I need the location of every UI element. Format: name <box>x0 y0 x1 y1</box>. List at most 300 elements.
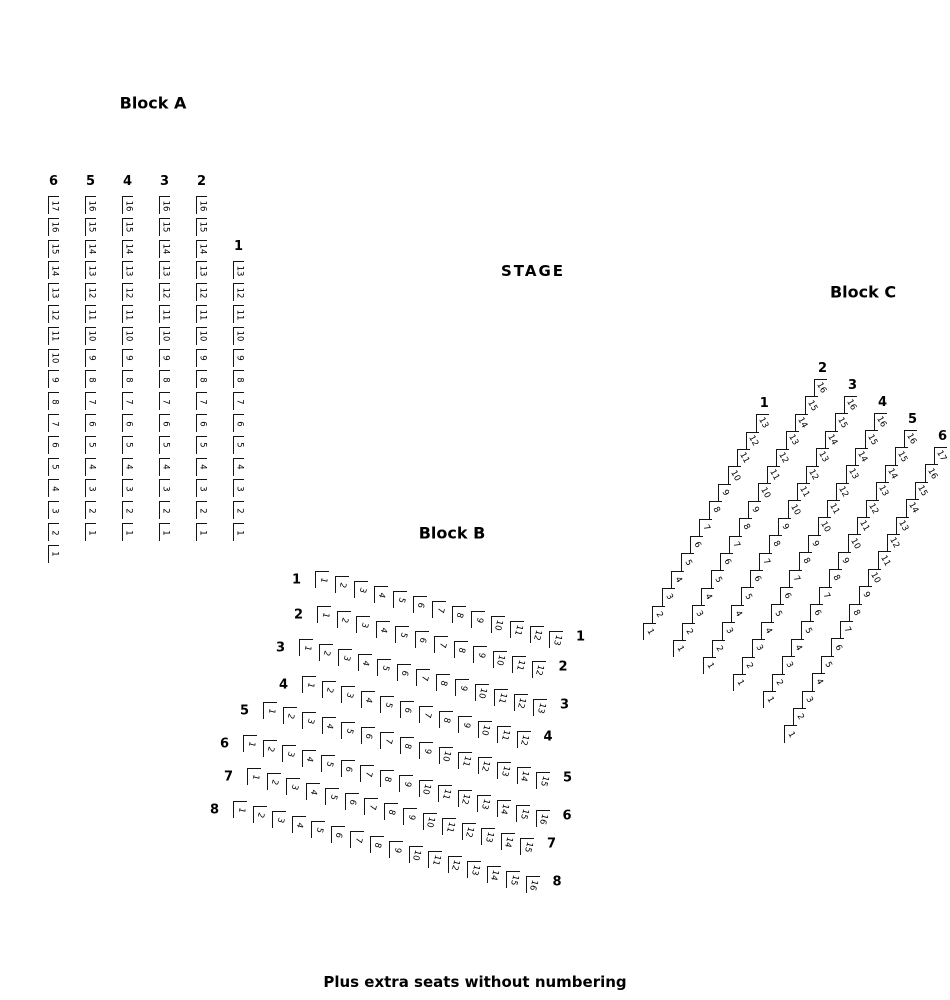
seat-number: 5 <box>86 442 97 449</box>
seat-number: 1 <box>160 529 171 536</box>
seat-number: 6 <box>414 601 426 609</box>
block-c-seat-2 <box>712 640 725 657</box>
block-b-seat-1 <box>247 768 261 785</box>
block-b-seat-14 <box>497 800 511 817</box>
seat-number: 8 <box>710 505 722 516</box>
seat-number: 7 <box>49 420 60 427</box>
seat-number: 13 <box>482 830 495 844</box>
block-c-seat-6 <box>810 604 823 621</box>
seat-number: 4 <box>197 464 208 470</box>
block-b-seat-2 <box>337 611 351 628</box>
seat-number: 4 <box>362 696 374 704</box>
block-a-seat-8 <box>48 392 59 410</box>
seat-number: 5 <box>49 464 60 470</box>
block-a-seat-15 <box>122 218 133 236</box>
seat-number: 13 <box>234 265 245 277</box>
seat-number: 2 <box>123 507 134 514</box>
seat-number: 16 <box>924 466 939 481</box>
seat-number: 12 <box>463 825 476 839</box>
seat-number: 16 <box>197 200 208 211</box>
block-a-seat-11 <box>196 305 207 323</box>
block-b-seat-1 <box>233 801 247 818</box>
block-a-seat-6 <box>159 414 170 432</box>
block-b-seat-9 <box>471 611 485 628</box>
seat-number: 4 <box>234 464 245 470</box>
block-c-seat-3 <box>692 605 705 622</box>
block-c-seat-13 <box>846 465 859 482</box>
seat-number: 3 <box>284 750 296 758</box>
block-b-row-label-left-8: 8 <box>209 802 219 818</box>
seat-number: 6 <box>86 420 97 427</box>
block-b-seat-2 <box>263 740 277 757</box>
block-c-seat-10 <box>728 466 741 483</box>
seat-number: 13 <box>756 416 770 431</box>
block-b-seat-13 <box>533 699 547 716</box>
seat-number: 6 <box>416 636 428 644</box>
block-a-column-header-2: 2 <box>196 174 207 189</box>
block-a-seat-12 <box>85 283 96 301</box>
seat-number: 8 <box>830 573 842 584</box>
seat-number: 3 <box>160 486 171 492</box>
seat-number: 3 <box>803 694 816 705</box>
seat-number: 8 <box>49 398 60 405</box>
seat-number: 10 <box>757 485 772 500</box>
block-c-seat-13 <box>816 448 829 465</box>
seat-number: 12 <box>836 484 851 499</box>
block-a-seat-11 <box>233 305 244 323</box>
seat-number: 6 <box>691 540 703 550</box>
seat-number: 8 <box>453 611 465 619</box>
block-c-seat-17 <box>934 447 947 464</box>
seat-number: 1 <box>319 611 331 619</box>
block-b-seat-8 <box>439 711 453 728</box>
block-b-seat-2 <box>335 576 349 593</box>
block-c-seat-14 <box>855 448 868 465</box>
seat-number: 11 <box>511 623 524 637</box>
seat-number: 16 <box>527 878 540 892</box>
block-a-seat-5 <box>233 436 244 454</box>
seat-number: 14 <box>498 802 511 816</box>
seat-number: 13 <box>478 797 491 811</box>
block-a-seat-10 <box>85 327 96 345</box>
seat-number: 11 <box>495 691 508 705</box>
block-c-column-header-2: 2 <box>817 361 828 376</box>
block-c-seat-1 <box>703 657 716 674</box>
block-b-seat-15 <box>506 871 520 888</box>
block-b-seat-12 <box>478 757 492 774</box>
seat-number: 10 <box>410 848 423 862</box>
block-b-seat-8 <box>452 606 466 623</box>
block-c-seat-11 <box>797 483 810 500</box>
block-a-seat-17 <box>48 196 59 214</box>
block-a-seat-5 <box>85 436 96 454</box>
block-a-seat-16 <box>48 218 59 236</box>
seat-number: 4 <box>672 575 685 585</box>
seat-number: 7 <box>436 641 448 649</box>
block-b-title: Block B <box>418 523 486 543</box>
seat-number: 15 <box>86 221 97 233</box>
block-a-seat-4 <box>48 479 59 497</box>
block-c-seat-1 <box>673 640 686 657</box>
block-c-seat-6 <box>780 587 793 604</box>
seat-number: 11 <box>459 754 472 768</box>
seat-number: 7 <box>700 522 713 533</box>
seat-number: 4 <box>702 592 715 602</box>
block-b-seat-11 <box>512 656 526 673</box>
block-b-row-label-left-4: 4 <box>278 677 288 693</box>
seat-number: 1 <box>644 627 656 637</box>
seat-number: 10 <box>49 352 60 364</box>
seat-number: 1 <box>49 551 60 558</box>
seat-number: 11 <box>197 309 208 320</box>
seat-number: 12 <box>531 628 544 642</box>
seat-number: 11 <box>877 553 892 568</box>
seat-number: 7 <box>123 398 134 405</box>
block-b-seat-5 <box>395 626 409 643</box>
block-c-seat-13 <box>896 517 909 534</box>
block-c-seat-7 <box>699 519 712 536</box>
block-b-seat-1 <box>299 639 313 656</box>
seat-number: 9 <box>860 590 872 601</box>
seat-number: 5 <box>323 760 335 768</box>
block-b-seat-5 <box>321 755 335 772</box>
seat-number: 9 <box>234 355 245 361</box>
seat-number: 10 <box>727 468 742 483</box>
seat-number: 1 <box>674 644 686 654</box>
seat-number: 13 <box>816 450 830 465</box>
seat-number: 3 <box>86 486 97 492</box>
seat-number: 9 <box>719 488 732 498</box>
block-a-seat-1 <box>48 545 59 563</box>
seat-number: 16 <box>904 431 919 447</box>
block-c-seat-8 <box>769 535 782 552</box>
seat-number: 16 <box>123 200 134 211</box>
block-a-seat-11 <box>159 305 170 323</box>
block-b-seat-10 <box>419 780 433 797</box>
seat-number: 13 <box>534 701 547 715</box>
block-a-seat-4 <box>196 458 207 476</box>
seat-number: 15 <box>537 774 550 788</box>
block-c-seat-10 <box>868 569 881 586</box>
block-b-seat-4 <box>302 750 316 767</box>
block-b-seat-10 <box>439 747 453 764</box>
block-a-seat-13 <box>85 261 96 279</box>
seat-number: 8 <box>740 522 752 533</box>
seat-number: 5 <box>397 631 409 639</box>
seat-number: 3 <box>356 586 368 594</box>
block-b-seat-7 <box>364 798 378 815</box>
block-b-seat-6 <box>413 596 427 613</box>
seat-number: 4 <box>377 626 389 634</box>
seat-number: 12 <box>123 287 134 299</box>
block-c-seat-5 <box>821 656 834 673</box>
seat-number: 6 <box>342 765 354 773</box>
block-a-seat-7 <box>233 392 244 410</box>
block-b-seat-9 <box>403 808 417 825</box>
seat-number: 9 <box>749 505 762 515</box>
seat-number: 10 <box>868 570 883 586</box>
block-b-row-label-left-6: 6 <box>219 736 229 752</box>
seat-number: 2 <box>254 811 266 819</box>
block-c-seat-10 <box>758 483 771 500</box>
seat-number: 15 <box>160 221 171 233</box>
block-c-seat-9 <box>778 518 791 535</box>
block-a-seat-13 <box>159 261 170 279</box>
seat-number: 11 <box>429 853 442 867</box>
seat-number: 6 <box>49 442 60 449</box>
seat-number: 7 <box>760 556 773 567</box>
block-b-seat-8 <box>380 770 394 787</box>
seat-number: 13 <box>550 633 563 647</box>
seat-number: 3 <box>123 486 134 492</box>
block-a-seat-13 <box>48 283 59 301</box>
seat-number: 15 <box>517 807 530 821</box>
block-c-seat-10 <box>818 517 831 534</box>
block-b-seat-6 <box>331 826 345 843</box>
block-c-seat-5 <box>771 604 784 621</box>
seat-number: 7 <box>820 590 833 601</box>
seat-number: 16 <box>160 200 171 211</box>
seat-number: 12 <box>776 450 791 465</box>
seat-number: 11 <box>857 518 872 534</box>
seat-number: 9 <box>49 377 60 383</box>
seat-number: 16 <box>49 221 60 233</box>
block-c-seat-15 <box>805 396 818 413</box>
seat-number: 2 <box>773 677 786 688</box>
block-c-seat-16 <box>814 379 827 396</box>
block-c-seat-5 <box>801 621 814 638</box>
block-a-seat-8 <box>122 370 133 388</box>
seat-number: 6 <box>160 420 171 427</box>
seat-number: 9 <box>421 747 433 755</box>
block-a-column-header-3: 3 <box>159 174 170 189</box>
seat-number: 12 <box>887 535 902 551</box>
seat-number: 12 <box>449 858 462 872</box>
block-a-seat-15 <box>159 218 170 236</box>
seat-number: 9 <box>401 780 413 788</box>
block-a-seat-2 <box>233 501 244 519</box>
block-a-seat-12 <box>122 283 133 301</box>
seat-number: 9 <box>779 522 792 532</box>
block-b-seat-3 <box>341 686 355 703</box>
block-a-seat-9 <box>159 349 170 367</box>
block-a-seat-9 <box>122 349 133 367</box>
seat-number: 7 <box>362 770 374 778</box>
block-a-seat-8 <box>159 370 170 388</box>
seat-number: 5 <box>160 442 171 449</box>
seat-number: 6 <box>751 574 763 584</box>
block-c-seat-11 <box>857 517 870 534</box>
block-c-seat-4 <box>812 673 825 690</box>
block-a-seat-5 <box>48 458 59 476</box>
block-c-seat-5 <box>681 553 694 570</box>
seat-number: 5 <box>343 727 355 735</box>
block-c-seat-16 <box>925 464 938 481</box>
seat-number: 10 <box>847 536 862 551</box>
block-b-seat-7 <box>434 636 448 653</box>
seat-number: 12 <box>49 309 60 320</box>
seat-number: 7 <box>197 398 208 405</box>
seat-number: 13 <box>86 265 97 277</box>
seat-number: 10 <box>234 330 245 342</box>
seat-number: 4 <box>762 626 775 636</box>
block-b-seat-12 <box>530 626 544 643</box>
block-c-seat-14 <box>825 431 838 448</box>
block-a-seat-9 <box>48 370 59 388</box>
block-c-seat-15 <box>835 413 848 430</box>
seat-number: 5 <box>197 442 208 449</box>
seat-number: 1 <box>197 529 208 536</box>
seat-number: 7 <box>382 737 394 745</box>
seat-number: 13 <box>846 467 860 482</box>
block-c-seat-4 <box>671 571 684 588</box>
block-a-seat-9 <box>233 349 244 367</box>
seat-number: 2 <box>320 649 332 657</box>
block-c-seat-15 <box>865 430 878 447</box>
block-b-seat-12 <box>517 731 531 748</box>
block-b-seat-13 <box>481 828 495 845</box>
seat-number: 2 <box>653 609 666 620</box>
seat-number: 1 <box>317 576 329 584</box>
seat-number: 1 <box>245 740 257 748</box>
block-c-seat-15 <box>895 447 908 464</box>
block-a-seat-1 <box>196 523 207 541</box>
block-b-seat-14 <box>517 767 531 784</box>
seat-number: 4 <box>375 591 387 599</box>
block-b-seat-2 <box>322 681 336 698</box>
block-c-seat-16 <box>904 430 917 447</box>
block-a-seat-13 <box>122 261 133 279</box>
seat-number: 9 <box>160 355 171 361</box>
block-b-seat-4 <box>292 816 306 833</box>
seat-number: 10 <box>160 330 171 342</box>
seat-number: 12 <box>515 696 528 710</box>
block-a-column-header-1: 1 <box>233 239 244 255</box>
block-c-seat-10 <box>788 500 801 517</box>
seat-number: 12 <box>197 287 208 299</box>
block-a-seat-9 <box>85 349 96 367</box>
seat-number: 9 <box>475 651 487 659</box>
block-b-seat-7 <box>360 765 374 782</box>
block-c-seat-8 <box>709 501 722 518</box>
seat-number: 15 <box>49 243 60 255</box>
seat-number: 14 <box>825 432 840 448</box>
seat-number: 6 <box>332 831 344 839</box>
seat-number: 3 <box>753 643 765 654</box>
seat-number: 8 <box>234 377 245 383</box>
block-b-seat-7 <box>350 831 364 848</box>
seat-number: 12 <box>866 501 881 516</box>
seat-number: 10 <box>479 723 492 737</box>
extra-seats-caption: Plus extra seats without numbering <box>323 973 627 991</box>
block-b-seat-1 <box>317 606 331 623</box>
seat-number: 8 <box>850 607 863 618</box>
seat-number: 13 <box>786 433 800 448</box>
seat-number: 6 <box>721 557 733 567</box>
block-c-seat-14 <box>906 499 919 516</box>
block-a-seat-12 <box>233 283 244 301</box>
block-a-seat-3 <box>159 479 170 497</box>
block-b-seat-4 <box>361 691 375 708</box>
block-b-seat-3 <box>282 745 296 762</box>
block-a-seat-1 <box>122 523 133 541</box>
seat-number: 12 <box>86 287 97 299</box>
block-a-seat-14 <box>48 261 59 279</box>
seat-number: 5 <box>822 660 835 670</box>
block-c-seat-7 <box>840 621 853 638</box>
block-b-seat-11 <box>428 851 442 868</box>
seat-number: 3 <box>358 621 370 629</box>
seat-number: 3 <box>693 609 705 620</box>
seat-number: 3 <box>197 486 208 492</box>
seat-number: 1 <box>304 681 316 689</box>
block-b-row-label-right-8: 8 <box>552 874 562 890</box>
block-b-seat-4 <box>358 654 372 671</box>
seat-number: 11 <box>160 309 171 320</box>
block-c-column-header-1: 1 <box>759 396 769 412</box>
block-c-seat-3 <box>802 691 815 708</box>
seat-number: 14 <box>488 868 501 882</box>
seat-number: 8 <box>401 742 413 750</box>
block-b-seat-6 <box>400 701 414 718</box>
seat-number: 9 <box>123 355 134 361</box>
seat-number: 16 <box>537 812 550 826</box>
block-c-seat-9 <box>808 535 821 552</box>
block-c-seat-2 <box>793 708 806 725</box>
block-c-seat-7 <box>759 553 772 570</box>
block-b-seat-8 <box>454 641 468 658</box>
seat-number: 6 <box>346 798 358 806</box>
seat-number: 4 <box>49 486 60 492</box>
seat-number: 8 <box>86 377 97 383</box>
seat-number: 14 <box>518 769 531 783</box>
block-a-seat-4 <box>159 458 170 476</box>
seat-number: 3 <box>288 783 300 791</box>
seat-number: 2 <box>338 616 350 624</box>
block-a-seat-1 <box>159 523 170 541</box>
block-b-row-label-right-1: 1 <box>576 629 586 645</box>
block-a-seat-7 <box>159 392 170 410</box>
block-b-seat-4 <box>374 586 388 603</box>
seat-number: 8 <box>770 539 782 550</box>
block-b-seat-12 <box>448 856 462 873</box>
block-c-seat-3 <box>782 656 795 673</box>
seat-number: 11 <box>513 658 526 672</box>
seat-number: 10 <box>86 330 97 342</box>
block-c-seat-16 <box>874 413 887 430</box>
block-b-seat-2 <box>319 644 333 661</box>
seat-number: 14 <box>49 265 60 277</box>
seat-number: 1 <box>235 806 247 814</box>
seat-number: 11 <box>86 309 97 320</box>
seat-number: 3 <box>340 654 352 662</box>
seat-number: 2 <box>234 507 245 514</box>
block-b-row-label-right-6: 6 <box>562 808 572 824</box>
block-c-seat-3 <box>722 622 735 639</box>
block-b-seat-2 <box>267 773 281 790</box>
block-b-seat-4 <box>322 717 336 734</box>
block-c-seat-8 <box>849 604 862 621</box>
block-a-seat-7 <box>196 392 207 410</box>
block-c-seat-9 <box>838 552 851 569</box>
seat-number: 9 <box>391 846 403 854</box>
block-b-seat-12 <box>458 790 472 807</box>
seat-number: 8 <box>197 377 208 383</box>
block-a-seat-5 <box>196 436 207 454</box>
block-b-seat-11 <box>438 785 452 802</box>
seat-number: 4 <box>359 659 371 667</box>
seat-number: 13 <box>876 484 890 499</box>
